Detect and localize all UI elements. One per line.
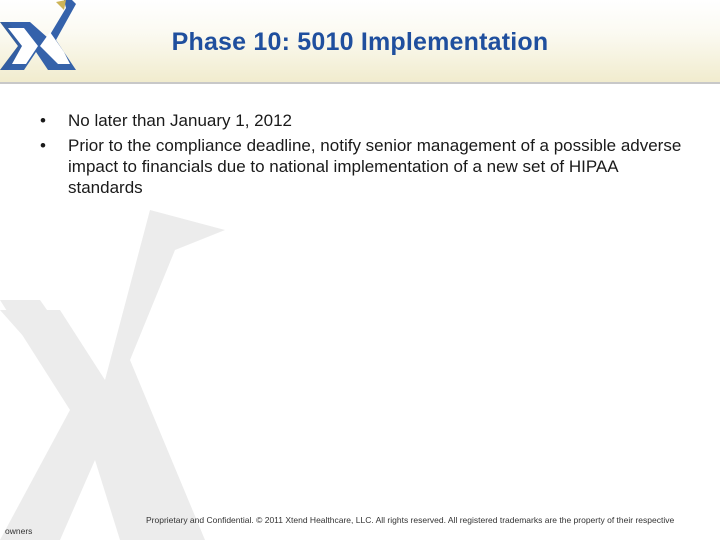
slide-title: Phase 10: 5010 Implementation — [171, 28, 549, 56]
bullet-text: No later than January 1, 2012 — [68, 111, 292, 130]
bullet-list — [40, 110, 690, 202]
bullet-marker: • — [40, 111, 46, 130]
bullet-marker: • — [40, 136, 46, 155]
bullet-item — [40, 135, 690, 198]
footer-copyright: Proprietary and Confidential. © 2011 Xtend Healthcare, LLC. All rights reserved. All registered trademarks are the property of their respective — [146, 515, 675, 525]
xtend-x-logo-icon — [0, 0, 80, 70]
header-divider — [0, 82, 720, 84]
footer-copyright-continued: owners — [5, 526, 33, 536]
x-watermark-icon — [0, 190, 230, 540]
bullet-item — [40, 110, 690, 131]
bullet-text: Prior to the compliance deadline, notify senior management of a possible adverse impact to financials due to national implementation of a new set of HIPAA standards — [68, 136, 682, 197]
